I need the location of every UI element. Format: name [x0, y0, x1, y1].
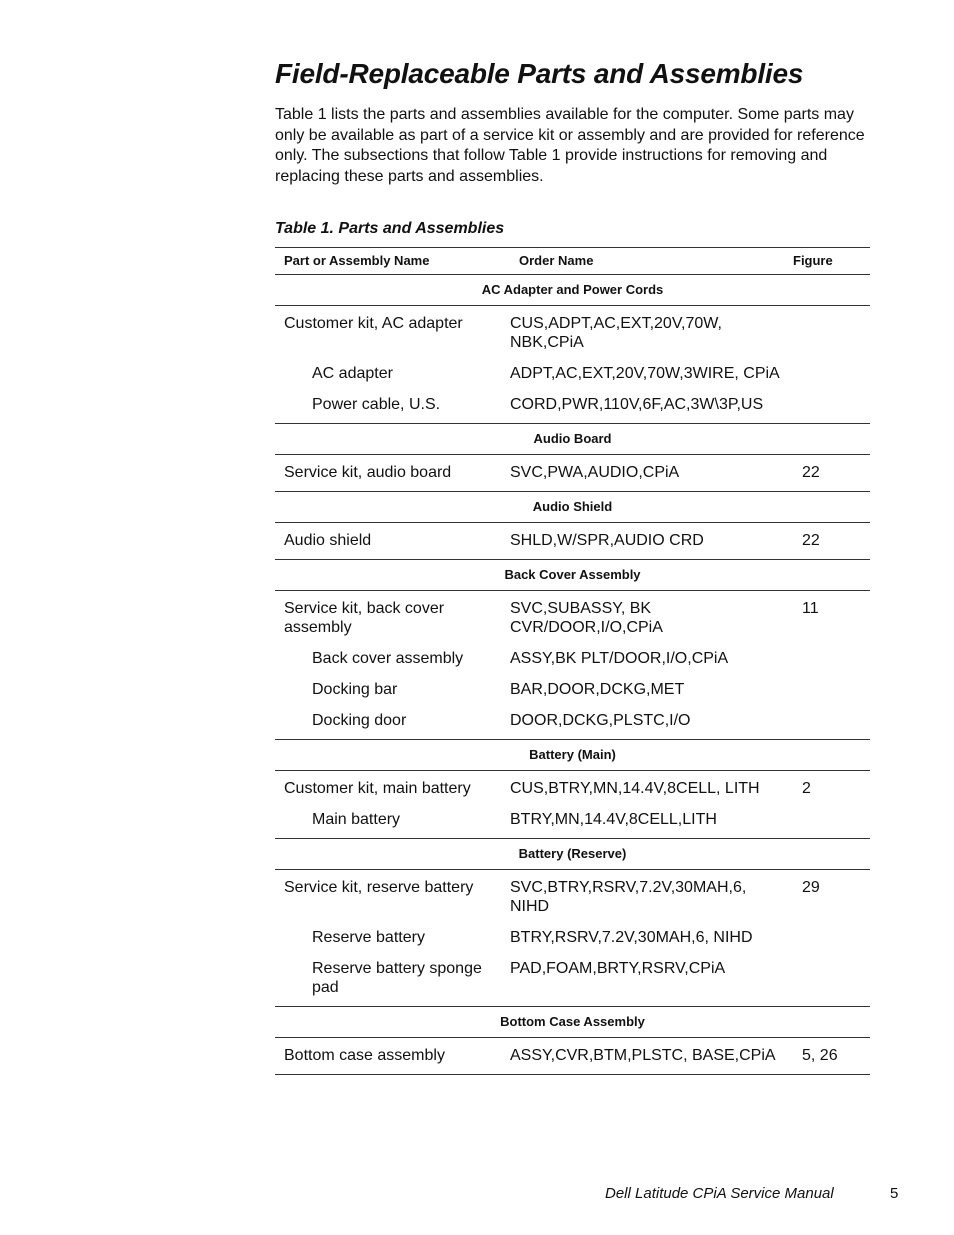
figure-ref: 22	[793, 455, 870, 492]
figure-ref: 11	[802, 600, 819, 617]
order-name: SVC,BTRY,RSRV,7.2V,30MAH,6, NIHD	[510, 879, 747, 915]
order-name: ADPT,AC,EXT,20V,70W,3WIRE, CPiA	[510, 365, 780, 382]
part-name: Customer kit, main battery	[284, 780, 471, 797]
part-name: Customer kit, AC adapter	[284, 315, 463, 332]
figure-ref	[793, 798, 870, 839]
table-header-row	[275, 248, 870, 275]
figure-ref	[793, 916, 870, 947]
table-row	[275, 947, 870, 1007]
table-row	[275, 771, 870, 799]
part-name: Power cable, U.S.	[275, 383, 510, 424]
table-caption: Table 1. Parts and Assemblies	[275, 220, 505, 237]
figure-ref: 29	[802, 879, 820, 896]
order-name: BTRY,MN,14.4V,8CELL,LITH	[510, 798, 793, 839]
figure-ref	[793, 306, 870, 353]
table-row	[275, 668, 870, 699]
order-name: BAR,DOOR,DCKG,MET	[510, 681, 685, 698]
part-name: Service kit, audio board	[275, 455, 510, 492]
part-name: Service kit, reserve battery	[284, 879, 474, 896]
section-row	[275, 492, 870, 523]
table-row	[275, 523, 870, 560]
order-name: ASSY,CVR,BTM,PLSTC, BASE,CPiA	[510, 1038, 793, 1075]
column-header-figure: Figure	[793, 248, 870, 275]
section-title: Audio Board	[275, 424, 870, 455]
footer-manual-title: Dell Latitude CPiA Service Manual	[605, 1185, 834, 1202]
table-row	[275, 916, 870, 947]
section-row	[275, 740, 870, 771]
order-name: CUS,BTRY,MN,14.4V,8CELL, LITH	[510, 780, 760, 797]
section-title: Battery (Reserve)	[275, 839, 870, 870]
page-title: Field-Replaceable Parts and Assemblies	[275, 58, 804, 89]
table-row	[275, 352, 870, 383]
part-name: AC adapter	[312, 365, 393, 382]
part-name: Reserve battery	[312, 929, 425, 946]
part-name: Service kit, back cover assembly	[284, 600, 445, 636]
table-row	[275, 637, 870, 668]
section-row	[275, 839, 870, 870]
part-name: Reserve battery sponge pad	[275, 947, 510, 1007]
table-row	[275, 306, 870, 353]
figure-ref	[793, 637, 870, 668]
part-name: Main battery	[275, 798, 510, 839]
part-name: Docking bar	[312, 681, 398, 698]
section-row	[275, 1007, 870, 1038]
figure-ref	[793, 947, 870, 1007]
section-row	[275, 275, 870, 306]
section-title: Battery (Main)	[275, 740, 870, 771]
section-title: Audio Shield	[275, 492, 870, 523]
page-number: 5	[890, 1185, 899, 1202]
figure-ref	[793, 352, 870, 383]
intro-paragraph: Table 1 lists the parts and assemblies available for the computer. Some parts may only be available as part of a service kit or assembly and are provided for reference only. The subsections that follow Table 1 provide instructions for removing and replacing these parts and assemblies.	[275, 106, 865, 185]
order-name: BTRY,RSRV,7.2V,30MAH,6, NIHD	[510, 929, 753, 946]
order-name: SVC,PWA,AUDIO,CPiA	[510, 455, 793, 492]
figure-ref	[793, 383, 870, 424]
table-row	[275, 1038, 870, 1075]
part-name: Back cover assembly	[312, 650, 464, 667]
table-row	[275, 699, 870, 740]
section-title: Bottom Case Assembly	[275, 1007, 870, 1038]
table-row	[275, 591, 870, 638]
table-row	[275, 455, 870, 492]
section-title: Back Cover Assembly	[275, 560, 870, 591]
section-row	[275, 560, 870, 591]
table-row	[275, 383, 870, 424]
part-name: Bottom case assembly	[275, 1038, 510, 1075]
figure-ref	[793, 668, 870, 699]
order-name: SVC,SUBASSY, BK CVR/DOOR,I/O,CPiA	[510, 600, 663, 636]
part-name: Docking door	[275, 699, 510, 740]
column-header-part-name: Part or Assembly Name	[275, 248, 510, 275]
order-name: DOOR,DCKG,PLSTC,I/O	[510, 699, 793, 740]
table-row	[275, 798, 870, 839]
table-row	[275, 870, 870, 917]
figure-ref: 5, 26	[793, 1038, 870, 1075]
section-title: AC Adapter and Power Cords	[275, 275, 870, 306]
figure-ref: 2	[802, 780, 811, 797]
figure-ref: 22	[793, 523, 870, 560]
parts-table	[275, 247, 870, 1075]
order-name: SHLD,W/SPR,AUDIO CRD	[510, 523, 793, 560]
part-name: Audio shield	[275, 523, 510, 560]
column-header-order-name: Order Name	[510, 248, 793, 275]
order-name: CORD,PWR,110V,6F,AC,3W\3P,US	[510, 383, 793, 424]
section-row	[275, 424, 870, 455]
figure-ref	[793, 699, 870, 740]
order-name: PAD,FOAM,BRTY,RSRV,CPiA	[510, 947, 793, 1007]
order-name: ASSY,BK PLT/DOOR,I/O,CPiA	[510, 650, 729, 667]
order-name: CUS,ADPT,AC,EXT,20V,70W, NBK,CPiA	[510, 315, 722, 351]
